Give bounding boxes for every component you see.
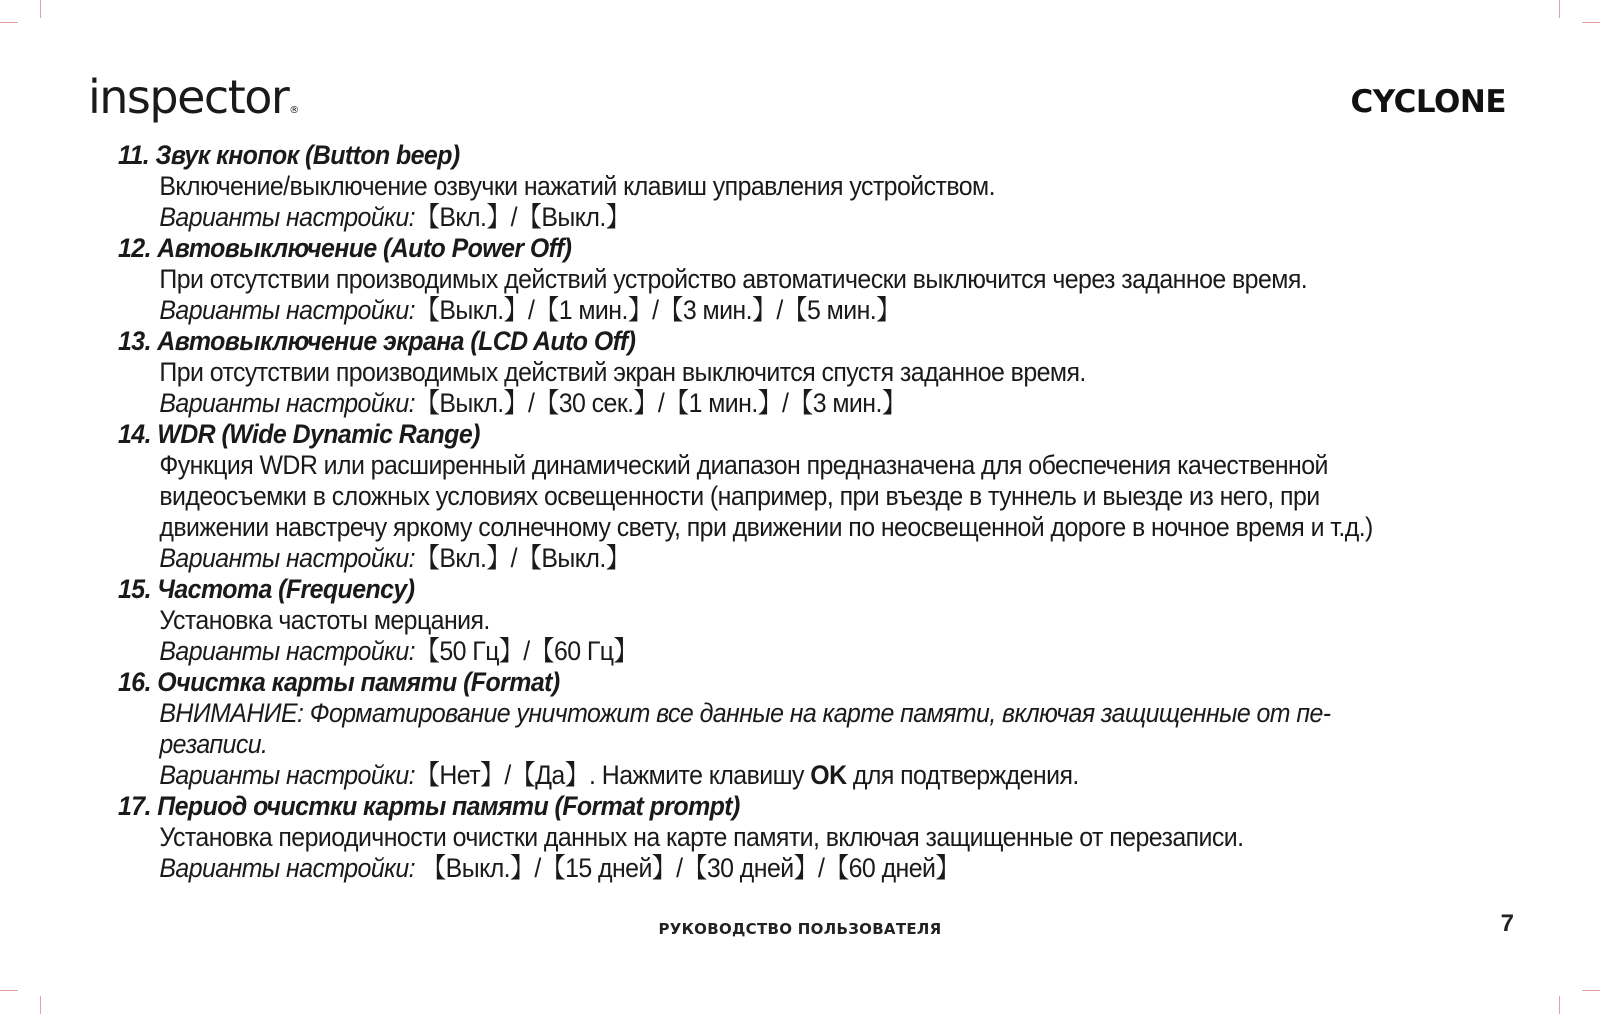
ok-key-label: OK [810,760,847,790]
item-description: Функция WDR или расширенный динамический диапазон предназначена для обеспечения качественной [159,450,1328,480]
item-description: Установка периодичности очистки данных на карте памяти, включая защищенные от перезаписи. [159,822,1244,852]
crop-mark [1559,0,1560,18]
settings-list [118,140,1425,884]
footer-title: РУКОВОДСТВО ПОЛЬЗОВАТЕЛЯ [658,920,942,938]
item-title: 12. Автовыключение (Auto Power Off) [118,233,572,263]
crop-mark [1582,22,1600,23]
crop-mark [40,996,41,1014]
item-description: При отсутствии производимых действий устройство автоматически выключится через заданное время. [159,264,1308,294]
item-options: Варианты настройки:【Выкл.】/【1 мин.】/【3 мин.】/【5 мин.】 [159,295,901,325]
item-options: Варианты настройки:【Выкл.】/【30 сек.】/【1 мин.】/【3 мин.】 [159,388,907,418]
item-options: Варианты настройки:【Вкл.】/【Выкл.】 [159,202,631,232]
brand-logo: inspector® [88,70,298,124]
crop-mark [40,0,41,18]
warning-text: ВНИМАНИЕ: Форматирование уничтожит все данные на карте памяти, включая защищенные от пе- [159,698,1331,728]
crop-mark [0,22,18,23]
item-title: 11. Звук кнопок (Button beep) [118,140,460,170]
model-name: CYCLONE [1350,84,1506,120]
page-number: 7 [1500,910,1514,937]
warning-text: резаписи. [159,729,268,759]
item-description: видеосъемки в сложных условиях освещенности (например, при въезде в туннель и выезде из него, при [159,481,1320,511]
item-title: 14. WDR (Wide Dynamic Range) [118,419,480,449]
item-title: 16. Очистка карты памяти (Format) [118,667,560,697]
item-options: Варианты настройки: 【Выкл.】/【15 дней】/【30 дней】/【60 дней】 [159,853,960,883]
item-options: Варианты настройки:【50 Гц】/【60 Гц】 [159,636,638,666]
item-options: Варианты настройки:【Вкл.】/【Выкл.】 [159,543,631,573]
crop-mark [1559,996,1560,1014]
item-description: При отсутствии производимых действий экран выключится спустя заданное время. [159,357,1086,387]
item-description: движении навстречу яркому солнечному свету, при движении по неосвещенной дороге в ночное время и т.д.) [159,512,1373,542]
item-title: 15. Частота (Frequency) [118,574,415,604]
item-description: Включение/выключение озвучки нажатий клавиш управления устройством. [159,171,995,201]
item-options: Варианты настройки:【Нет】/【Да】. Нажмите клавишу OK для подтверждения. [159,760,1079,790]
crop-mark [1582,990,1600,991]
item-title: 13. Автовыключение экрана (LCD Auto Off) [118,326,636,356]
item-description: Установка частоты мерцания. [159,605,490,635]
crop-mark [0,990,18,991]
item-title: 17. Период очистки карты памяти (Format prompt) [118,791,740,821]
